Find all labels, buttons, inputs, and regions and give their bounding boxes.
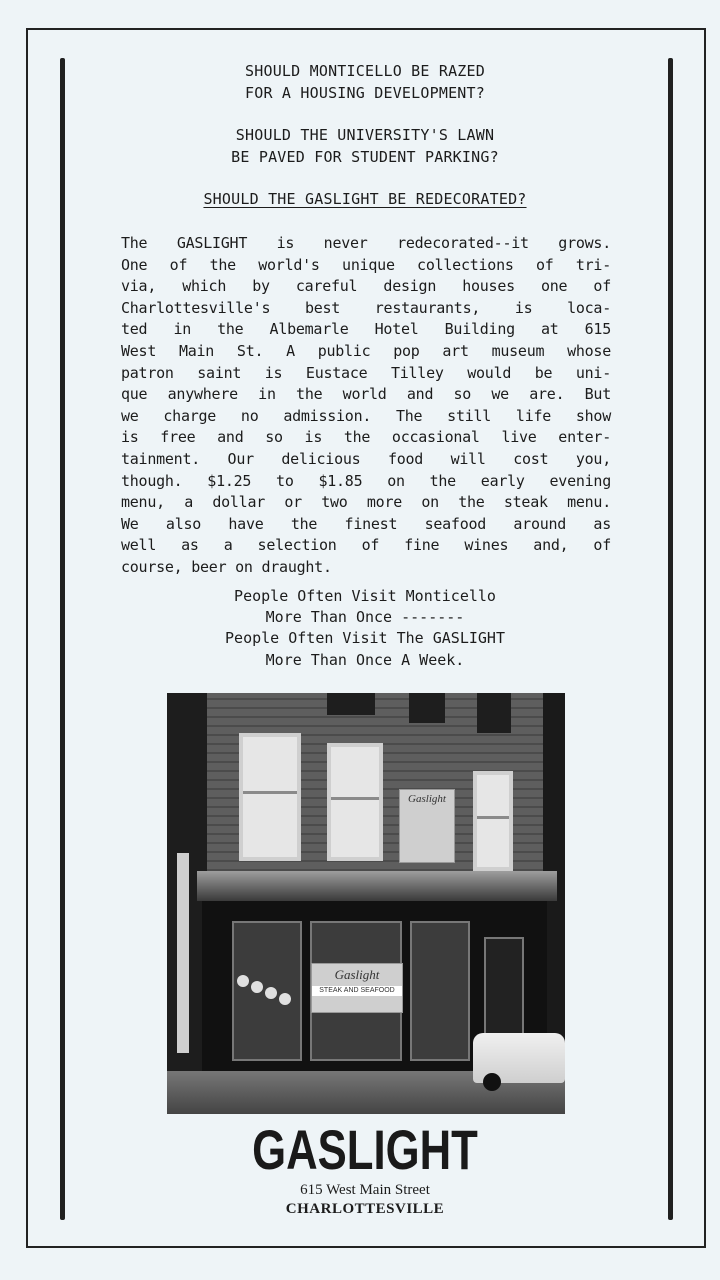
left-column-rule — [60, 58, 65, 1220]
window-sign — [311, 963, 403, 1013]
headline-monticello — [100, 60, 630, 104]
body-line: patron saint is Eustace Tilley would be uni- — [121, 363, 611, 382]
body-line: We also have the finest seafood around as — [121, 514, 611, 533]
headline-line: SHOULD THE UNIVERSITY'S LAWN — [235, 126, 495, 144]
storefront-cornice — [197, 871, 557, 901]
body-line: ted in the Albemarle Hotel Building at 615 — [121, 320, 611, 339]
tagline-line: More Than Once ------- — [265, 608, 465, 626]
body-line: well as a selection of fine wines and, of — [121, 536, 611, 555]
right-column-rule — [668, 58, 673, 1220]
window-lamp — [265, 987, 277, 999]
tagline-line: More Than Once A Week. — [265, 651, 465, 669]
headline-university-lawn — [100, 124, 630, 168]
restaurant-building-photo — [167, 693, 565, 1114]
parked-car — [473, 1033, 565, 1083]
window-lamp — [251, 981, 263, 993]
headline-gaslight — [100, 188, 630, 210]
city-line: CHARLOTTESVILLE — [285, 1201, 445, 1217]
body-line: Charlottesville's best restaurants, is loca- — [121, 298, 611, 317]
body-line: One of the world's unique collections of tri- — [121, 255, 611, 274]
brand-logo: GASLIGHT — [252, 1118, 478, 1181]
window-lamp — [279, 993, 291, 1005]
storefront-window — [410, 921, 470, 1061]
window-sign-text: Gaslight — [334, 967, 380, 982]
headline-line: FOR A HOUSING DEVELOPMENT? — [245, 84, 485, 102]
tagline-line: People Often Visit Monticello — [234, 587, 496, 605]
body-line: via, which by careful design houses one of — [121, 277, 611, 296]
body-line: we charge no admission. The still life show — [121, 406, 611, 425]
roof-window — [327, 693, 375, 715]
upper-window — [327, 743, 383, 861]
headline-line: BE PAVED FOR STUDENT PARKING? — [231, 148, 499, 166]
body-line: is free and so is the occasional live enter- — [121, 428, 611, 447]
hanging-sign — [399, 789, 455, 863]
tagline-line: People Often Visit The GASLIGHT — [225, 629, 505, 647]
hanging-sign-text: Gaslight — [408, 793, 446, 805]
headline-line: SHOULD MONTICELLO BE RAZED — [245, 62, 485, 80]
upper-window — [239, 733, 301, 861]
headline-line: SHOULD THE GASLIGHT BE REDECORATED? — [203, 190, 527, 208]
body-line: though. $1.25 to $1.85 on the early evening — [121, 471, 611, 490]
body-line: que anywhere in the world and so we are. But — [121, 385, 611, 404]
address-line: 615 West Main Street — [300, 1182, 430, 1198]
window-lamp — [237, 975, 249, 987]
upper-window — [473, 771, 513, 871]
roof-window — [409, 693, 445, 723]
body-paragraph — [121, 233, 611, 579]
pillar — [177, 853, 189, 1053]
body-line: tainment. Our delicious food will cost you, — [121, 449, 611, 468]
body-line: menu, a dollar or two more on the steak menu. — [121, 493, 611, 512]
body-line: course, beer on draught. — [121, 557, 332, 576]
body-line: West Main St. A public pop art museum whose — [121, 341, 611, 360]
window-sign-subtext: STEAK AND SEAFOOD — [312, 986, 402, 996]
body-line: The GASLIGHT is never redecorated--it grows. — [121, 234, 611, 252]
roof-window — [477, 693, 511, 733]
